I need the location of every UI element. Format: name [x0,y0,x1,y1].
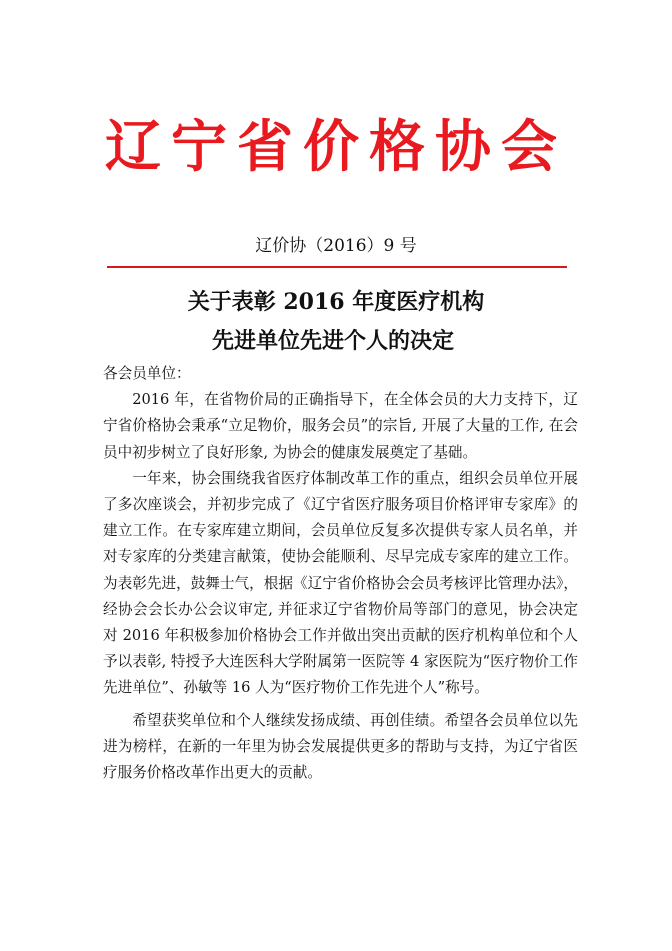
header-divider [107,266,567,268]
organization-title: 辽宁省价格协会 [105,114,567,180]
document-number: 辽价协（2016）9 号 [255,236,417,256]
document-body [103,361,578,786]
body-paragraph-2: 一年来，协会围绕我省医疗体制改革工作的重点，组织会员单位开展了多次座谈会，并初步完成了《辽宁省医疗服务项目价格评审专家库》的建立工作。在专家库建立期间，会员单位反复多次提供专家人员名单，并对专家库的分类建言献策，使协会能顺利、尽早完成专家库的建立工作。为表彰先进，鼓舞士气，根据《辽宁省价格协会会员考核评比管理办法》，经协会会长办公会议审定, 并征求辽宁省物价局等部门的意见，协会决定对 2016 年积极参加价格协会工作并做出突出贡献的医疗机构单位和个人予以表彰, 特授予大连医科大学附属第一医院等 4 家医院为“医疗物价工作先进单位”、孙敏等 16 人为“医疗物价工作先进个人”称号。 [103,469,578,697]
document-title-line-1: 关于表彰 2016 年度医疗机构 [187,289,485,315]
salutation: 各会员单位： [103,365,191,382]
body-paragraph-1: 2016 年，在省物价局的正确指导下，在全体会员的大力支持下，辽宁省价格协会秉承“立足物价，服务会员”的宗旨, 开展了大量的工作, 在会员中初步树立了良好形象, 为协会的健康发展奠定了基础。 [103,391,578,461]
body-paragraph-3: 希望获奖单位和个人继续发扬成绩、再创佳绩。希望各会员单位以先进为榜样，在新的一年里为协会发展提供更多的帮助与支持，为辽宁省医疗服务价格改革作出更大的贡献。 [103,711,578,782]
document-title-line-2: 先进单位先进个人的决定 [212,328,455,354]
